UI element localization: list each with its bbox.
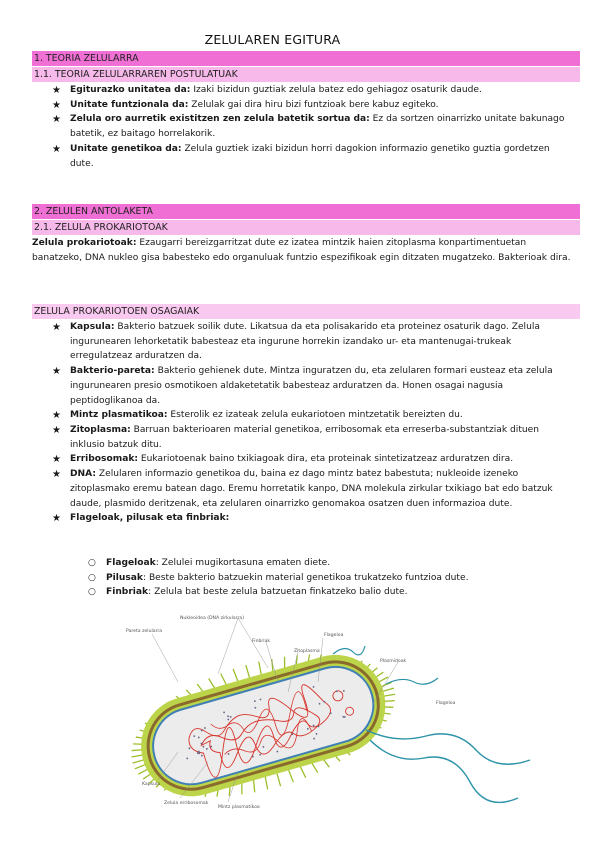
flagellum-line bbox=[386, 678, 438, 684]
star-bullet-icon: ★ bbox=[52, 410, 61, 422]
label-flageloa-top: Flageloa bbox=[324, 633, 344, 638]
star-bullet-icon: ★ bbox=[52, 366, 61, 378]
fimbria-spike bbox=[277, 774, 281, 786]
subsection-heading-prokariotoak: 2.1. ZELULA PROKARIOTOAK bbox=[32, 220, 580, 235]
list-item: ★ Mintz plasmatikoa: Esterolik ez izateak zelula eukariotoen mintzetatik bereizten du. bbox=[52, 408, 572, 423]
circle-bullet-icon: ○ bbox=[88, 558, 96, 568]
fimbria-spike bbox=[132, 760, 144, 763]
flagellum-line bbox=[333, 646, 365, 655]
appendages-sublist bbox=[88, 556, 558, 600]
sub-list-item: ○ Pilusak: Beste bakterio batzuekin material genetikoa trukatzeko funtzioa dute. bbox=[88, 571, 558, 586]
components-list bbox=[52, 320, 572, 526]
fimbria-spike bbox=[134, 764, 146, 769]
list-item: ★ Kapsula: Bakterio batzuek soilik dute. Likatsua da eta polisakarido eta proteinez osaturik dago. Zelula ingurunearen lehorketatik babesteaz eta ingurune horrekin izandako ur- eta mantenugai-trukeak erregulatzeaz arduratzen da. bbox=[52, 322, 540, 362]
label-nukleoidea: Nukleoidea (DNA zirkularra) bbox=[180, 616, 244, 621]
star-bullet-icon: ★ bbox=[52, 513, 61, 525]
star-bullet-icon: ★ bbox=[52, 322, 61, 333]
fimbria-spike bbox=[383, 693, 395, 698]
label-zitoplasma: Zitoplasma bbox=[294, 649, 320, 654]
star-bullet-icon: ★ bbox=[52, 469, 61, 481]
label-erribosomak: Zelula erribosomak bbox=[164, 801, 209, 806]
label-finbriak: Finbriak bbox=[252, 639, 271, 644]
list-item: ★ Unitate genetikoa da: Zelula guztiek izaki bizidun horri dagokion informazio genetiko guztia gordetzen dute. bbox=[52, 143, 550, 169]
postulate-list bbox=[52, 83, 572, 171]
fimbria-spike bbox=[251, 779, 257, 792]
star-bullet-icon: ★ bbox=[52, 99, 61, 111]
list-item: ★ Egiturazko unitatea da: Izaki bizidun guztiak zelula batez edo gehiagoz osaturik daude. bbox=[52, 83, 572, 98]
list-item: ★ DNA: Zelularen informazio genetikoa du, baina ez dago mintz batez babestuta; nukleoide izeneko zitoplasmako eremu batean dago. Eremu horretatik kanpo, DNA molekula zirkular txikiago bat edo batzuk daude, plasmido deritzenak, eta zelularen oinarrizko genomakoa osatzen duen informazioa dute. bbox=[52, 469, 553, 509]
flagellum-line bbox=[370, 740, 518, 802]
fimbria-spike bbox=[380, 682, 392, 687]
list-item: ★ Bakterio-pareta: Bakterio gehienek dute. Mintza inguratzen du, eta zelularen formari eusteaz eta zelula ingurunearen presio osmotikoen aldaketetatik babesteaz arduratzen da. Honen osagai nagusia peptidoglikanoa da. bbox=[52, 366, 553, 406]
section-heading-teoria-zelularra: 1. TEORIA ZELULARRA bbox=[32, 51, 580, 66]
label-kapsula: Kapsula bbox=[142, 782, 161, 787]
fimbria-spike bbox=[289, 770, 294, 783]
list-item: ★ Unitate funtzionala da: Zelulak gai dira hiru bizi funtzioak bere kabuz egiteko. bbox=[52, 98, 572, 113]
section-heading-zelulen-antolaketa: 2. ZELULEN ANTOLAKETA bbox=[32, 204, 580, 219]
star-bullet-icon: ★ bbox=[52, 425, 61, 437]
fimbria-spike bbox=[258, 662, 263, 675]
label-flageloa: Flageloa bbox=[436, 701, 456, 706]
list-item: ★ Flageloak, pilusak eta finbriak: bbox=[52, 511, 572, 526]
sub-list-item: ○ Flageloak: Zelulei mugikortasuna ematen diete. bbox=[88, 556, 558, 571]
section-heading-osagaiak: ZELULA PROKARIOTOEN OSAGAIAK bbox=[32, 304, 580, 319]
fimbria-spike bbox=[221, 673, 227, 686]
prokaryotic-cell-diagram bbox=[118, 612, 548, 820]
fimbria-spike bbox=[246, 665, 250, 677]
label-plasmidoak: Plasmidoak bbox=[380, 659, 407, 664]
fimbria-spike bbox=[131, 754, 143, 759]
star-bullet-icon: ★ bbox=[52, 454, 61, 466]
star-bullet-icon: ★ bbox=[52, 143, 61, 155]
fimbria-spike bbox=[233, 669, 238, 682]
circle-bullet-icon: ○ bbox=[88, 587, 96, 598]
page-title: ZELULAREN EGITURA bbox=[204, 32, 341, 47]
subsection-heading-postulatuak: 1.1. TEORIA ZELULARRAREN POSTULATUAK bbox=[32, 67, 580, 82]
fimbria-spike bbox=[264, 777, 269, 790]
list-item: ★ Zelula oro aurretik existitzen zen zelula batetik sortua da: Ez da sortzen oinarrizko unitate bakunago batetik, ez baitago horrelakorik. bbox=[52, 114, 565, 140]
list-item: ★ Zitoplasma: Barruan bakterioaren material genetikoa, erribosomak eta erreserba-substantziak dituen inklusio batzuk ditu. bbox=[52, 425, 540, 450]
circle-bullet-icon: ○ bbox=[88, 572, 96, 583]
label-pareta: Pareta zelularra bbox=[126, 629, 163, 634]
fimbria-spike bbox=[382, 688, 394, 691]
fimbria-spike bbox=[300, 765, 306, 778]
star-bullet-icon: ★ bbox=[52, 85, 61, 96]
intro-paragraph: Zelula prokariotoak: Ezaugarri bereizgarritzat dute ez izatea mintzik haien zitoplasma konpartimentuetan banatzeko, DNA nukleo gisa babesteko edo organuluak funtzio espezifikoak egin ditzaten mugatzeko. Bakterioak dira. bbox=[32, 238, 571, 263]
list-item: ★ Erribosomak: Eukariotoenak baino txikiagoak dira, eta proteinak sintetizatzeaz arduratzen dira. bbox=[52, 452, 572, 467]
sub-list-item: ○ Finbriak: Zelula bat beste zelula batzuetan finkatzeko balio dute. bbox=[88, 585, 558, 600]
label-mintza: Mintz plasmatikoa bbox=[218, 805, 260, 810]
star-bullet-icon: ★ bbox=[52, 114, 61, 126]
